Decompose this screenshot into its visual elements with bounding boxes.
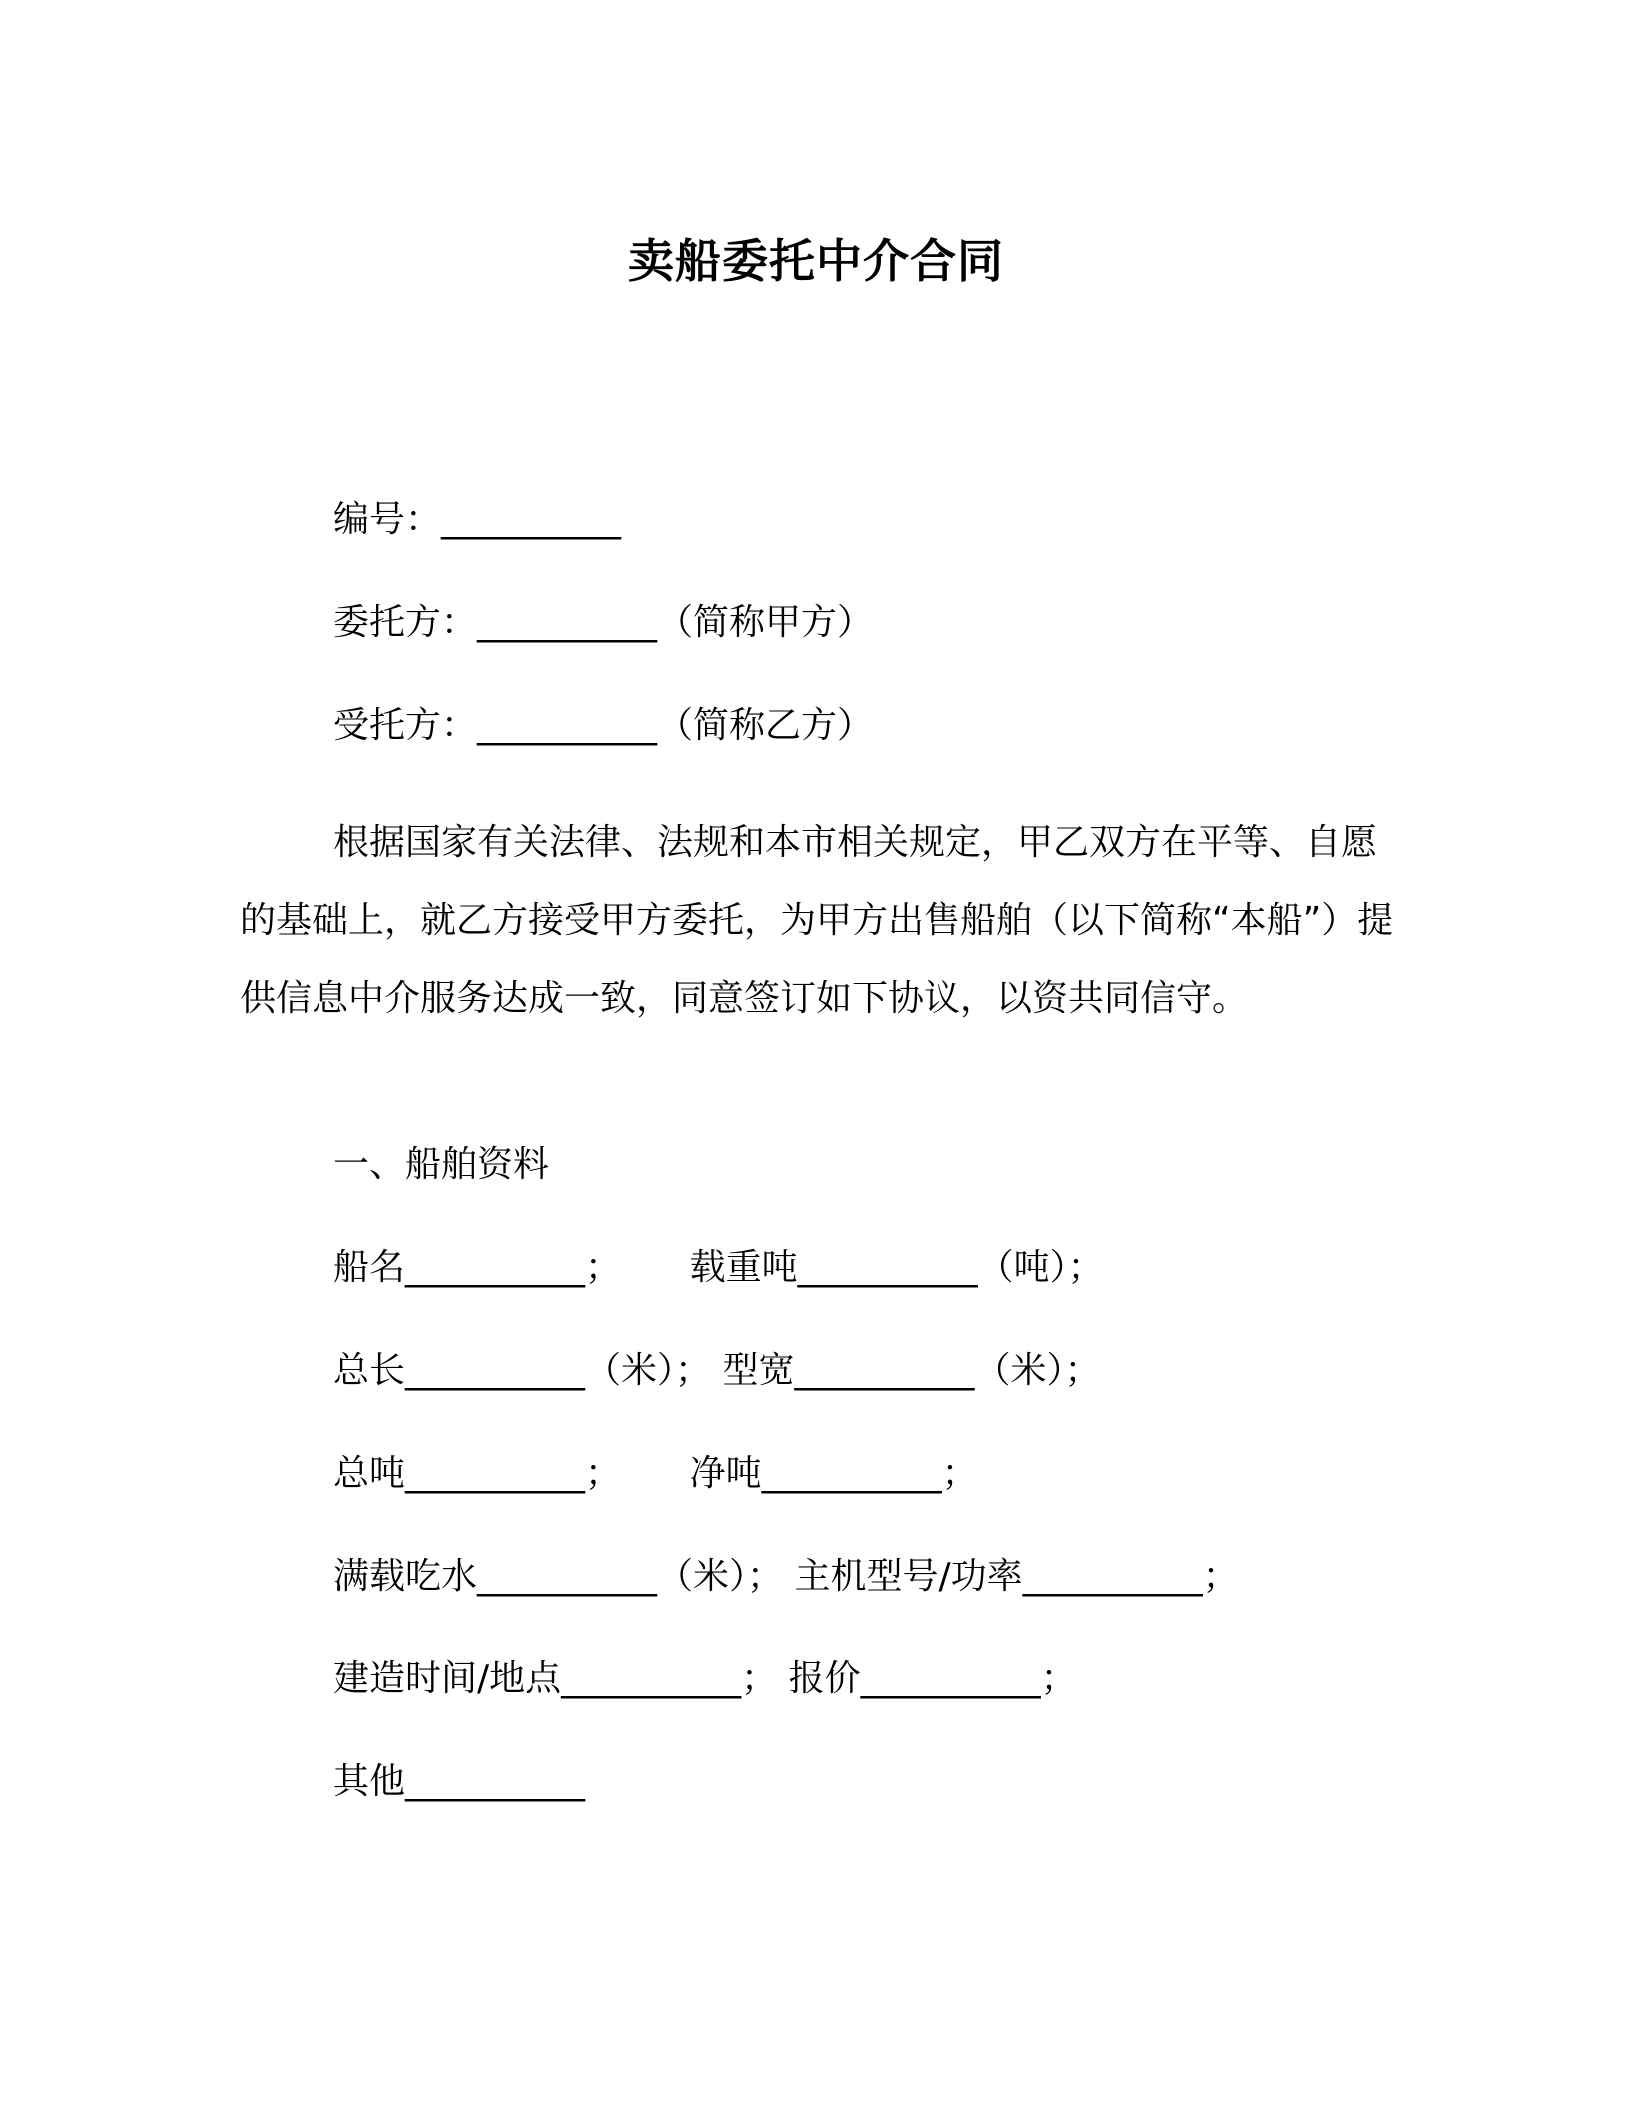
agent-party-field: 受托方：__________（简称乙方） [333,705,874,746]
ship-info-line: 其他__________ [333,1761,586,1802]
section-heading-ship-info: 一、船舶资料 [333,1144,550,1185]
intro-paragraph: 根据国家有关法律、法规和本市相关规定，甲乙双方在平等、自愿的基础上，就乙方接受甲方委托，为甲方出售船舶（以下简称“本船”）提供信息中介服务达成一致，同意签订如下协议，以资共同信守。 [240,822,1394,1019]
ship-info-line: 满载吃水__________（米）； 主机型号/功率__________； [333,1556,1239,1597]
ship-info-line: 建造时间/地点__________； 报价__________； [333,1658,1077,1699]
document-title: 卖船委托中介合同 [628,234,1004,288]
client-party-field: 委托方：__________（简称甲方） [333,602,874,643]
contract-number-field: 编号：__________ [333,499,622,540]
ship-info-line: 总长__________（米）； 型宽__________（米）； [333,1350,1101,1391]
ship-info-line: 船名__________； 载重吨__________（吨）； [333,1247,1104,1288]
ship-info-line: 总吨__________； 净吨__________； [333,1453,978,1494]
